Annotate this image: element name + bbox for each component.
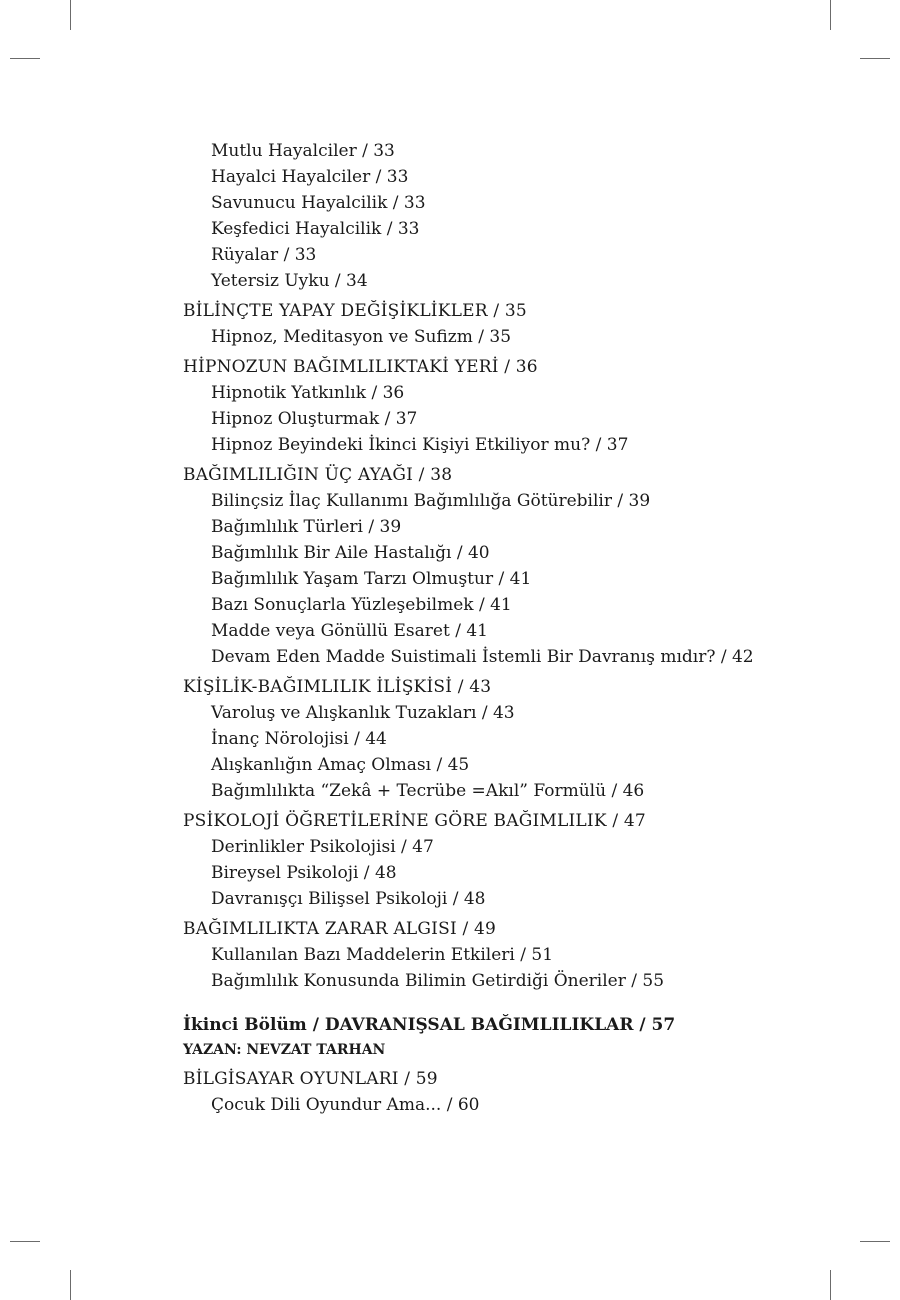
toc-subsection-entry: Savunucu Hayalcilik / 33 <box>211 193 426 213</box>
toc-section-entry: KİŞİLİK-BAĞIMLILIK İLİŞKİSİ / 43 <box>183 677 492 697</box>
toc-subsection-entry: Mutlu Hayalciler / 33 <box>211 141 395 161</box>
toc-subsection-entry: Rüyalar / 33 <box>211 245 317 265</box>
crop-mark-bottom-left <box>70 1270 71 1300</box>
toc-section-entry: PSİKOLOJİ ÖĞRETİLERİNE GÖRE BAĞIMLILIK / 47 <box>183 811 646 831</box>
toc-subsection-entry: Bağımlılıkta “Zekâ + Tecrübe =Akıl” Formülü / 46 <box>211 781 645 801</box>
toc-section-entry: BİLİNÇTE YAPAY DEĞİŞİKLİKLER / 35 <box>183 301 527 321</box>
toc-subsection-entry: Bağımlılık Konusunda Bilimin Getirdiği Öneriler / 55 <box>211 971 665 991</box>
toc-subsection-entry: Hayalci Hayalciler / 33 <box>211 167 409 187</box>
toc-subsection-entry: Bağımlılık Yaşam Tarzı Olmuştur / 41 <box>211 569 532 589</box>
crop-mark-bottom-right <box>830 1270 831 1300</box>
toc-subsection-entry: Bağımlılık Türleri / 39 <box>211 517 402 537</box>
crop-mark-top-left-h <box>10 58 40 59</box>
toc-subsection-entry: İnanç Nörolojisi / 44 <box>211 729 387 749</box>
toc-subsection-entry: Varoluş ve Alışkanlık Tuzakları / 43 <box>211 703 515 723</box>
toc-subsection-entry: Çocuk Dili Oyundur Ama... / 60 <box>211 1095 480 1115</box>
toc-section-entry: BAĞIMLILIKTA ZARAR ALGISI / 49 <box>183 919 497 939</box>
toc-entries <box>183 138 873 994</box>
crop-mark-bottom-right-h <box>860 1241 890 1242</box>
toc-subsection-entry: Hipnoz Beyindeki İkinci Kişiyi Etkiliyor mu? / 37 <box>211 435 629 455</box>
toc-subsection-entry: Hipnoz, Meditasyon ve Sufizm / 35 <box>211 327 512 347</box>
toc-subsection-entry: Alışkanlığın Amaç Olması / 45 <box>211 755 470 775</box>
toc-section-entry: HİPNOZUN BAĞIMLILIKTAKİ YERİ / 36 <box>183 357 538 377</box>
toc-entries-after <box>183 1066 873 1118</box>
toc-subsection-entry: Yetersiz Uyku / 34 <box>211 271 368 291</box>
crop-mark-bottom-left-h <box>10 1241 40 1242</box>
toc-subsection-entry: Bazı Sonuçlarla Yüzleşebilmek / 41 <box>211 595 512 615</box>
toc-subsection-entry: Devam Eden Madde Suistimali İstemli Bir Davranış mıdır? / 42 <box>211 647 754 667</box>
toc-subsection-entry: Hipnoz Oluşturmak / 37 <box>211 409 418 429</box>
crop-mark-top-right <box>830 0 831 30</box>
toc-section-entry: BAĞIMLILIĞIN ÜÇ AYAĞI / 38 <box>183 465 453 485</box>
toc-subsection-entry: Madde veya Gönüllü Esaret / 41 <box>211 621 488 641</box>
toc-subsection-entry: Bilinçsiz İlaç Kullanımı Bağımlılığa Götürebilir / 39 <box>211 491 651 511</box>
toc-subsection-entry: Keşfedici Hayalcilik / 33 <box>211 219 420 239</box>
crop-mark-top-right-h <box>860 58 890 59</box>
toc-subsection-entry: Derinlikler Psikolojisi / 47 <box>211 837 434 857</box>
toc-subsection-entry: Davranışçı Bilişsel Psikoloji / 48 <box>211 889 486 909</box>
toc-subsection-entry: Bireysel Psikoloji / 48 <box>211 863 397 883</box>
toc-subsection-entry: Kullanılan Bazı Maddelerin Etkileri / 51 <box>211 945 554 965</box>
table-of-contents <box>183 138 873 1118</box>
crop-mark-top-left <box>70 0 71 30</box>
part-title: İkinci Bölüm / DAVRANIŞSAL BAĞIMLILIKLAR / 57 <box>183 1015 676 1035</box>
toc-subsection-entry: Hipnotik Yatkınlık / 36 <box>211 383 405 403</box>
toc-subsection-entry: Bağımlılık Bir Aile Hastalığı / 40 <box>211 543 490 563</box>
author-line: YAZAN: NEVZAT TARHAN <box>183 1042 386 1058</box>
toc-section-entry: BİLGİSAYAR OYUNLARI / 59 <box>183 1069 438 1089</box>
